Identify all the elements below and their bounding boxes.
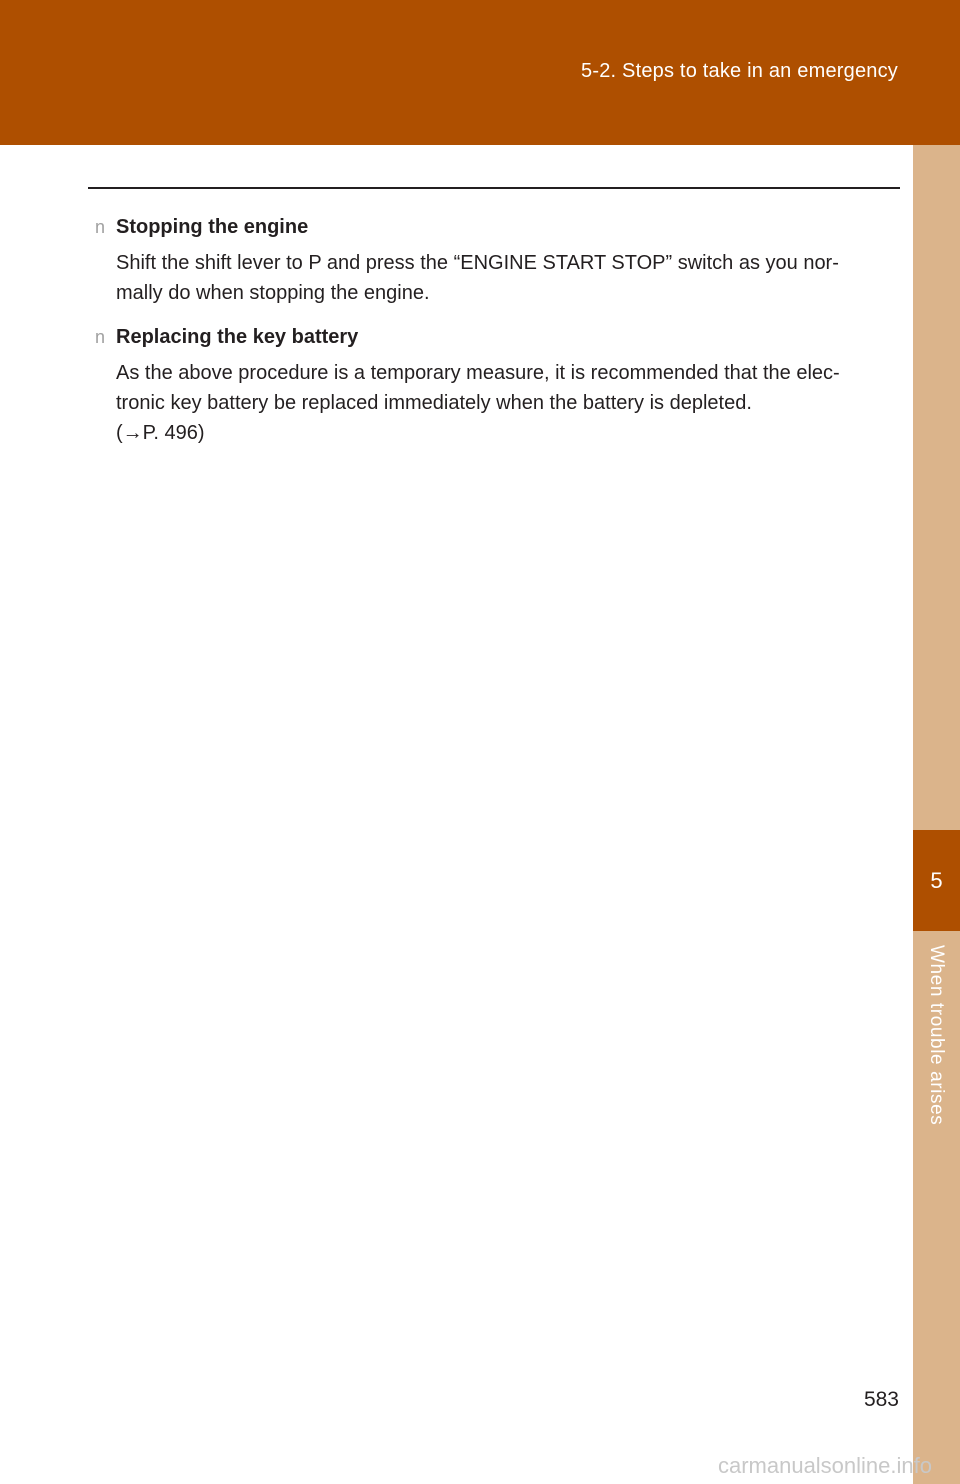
main-content xyxy=(95,212,895,462)
section-stopping-engine xyxy=(95,212,895,308)
section-heading xyxy=(95,322,895,352)
bullet-icon: n xyxy=(95,327,106,347)
heading-text: Stopping the engine xyxy=(116,216,309,238)
header-band xyxy=(0,0,960,145)
bullet-icon: n xyxy=(95,217,106,237)
section-replacing-battery xyxy=(95,322,895,448)
section-title: 5-2. Steps to take in an emergency xyxy=(581,60,898,82)
body-line: mally do when stopping the engine. xyxy=(116,282,430,304)
heading-text: Replacing the key battery xyxy=(116,326,359,348)
section-body xyxy=(116,248,895,308)
chapter-label: When trouble arises xyxy=(926,945,947,1126)
chapter-tab[interactable] xyxy=(913,830,960,931)
page-number: 583 xyxy=(863,1388,899,1411)
top-rule xyxy=(88,187,900,189)
chapter-number: 5 xyxy=(930,867,943,893)
body-line: Shift the shift lever to P and press the “ENGINE START STOP” switch as you nor- xyxy=(116,252,839,274)
section-heading xyxy=(95,212,895,242)
section-body xyxy=(116,358,895,448)
page-reference-link[interactable]: (→P. 496) xyxy=(116,422,205,444)
body-line: tronic key battery be replaced immediately when the battery is depleted. xyxy=(116,392,752,414)
watermark: carmanualsonline.info xyxy=(717,1453,932,1478)
body-line: As the above procedure is a temporary measure, it is recommended that the elec- xyxy=(116,362,840,384)
side-tab xyxy=(913,145,960,1484)
